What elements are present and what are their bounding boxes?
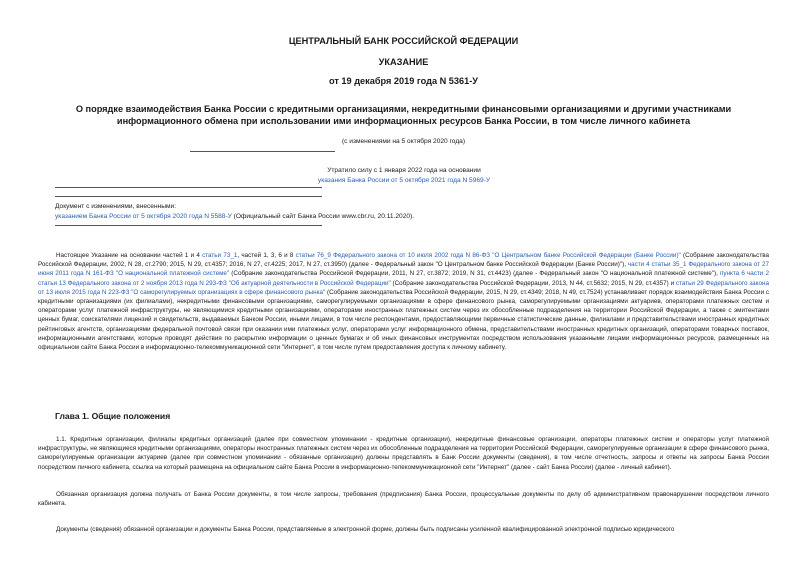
divider xyxy=(55,187,322,188)
preamble-text: (Собрание законодательства Российской Федерации, 2011, N 27, ст.3872; 2019, N 31, ст.4423) (далее - Федеральный закон "О национальной платежной системе"), xyxy=(229,270,720,278)
divider xyxy=(55,196,322,197)
amending-docs-line xyxy=(55,212,475,222)
amending-doc-link[interactable]: указанием Банка России от 5 октября 2020 года N 5588-У xyxy=(55,212,232,220)
divider xyxy=(55,225,322,226)
law-link-161-fz[interactable]: части 4 статьи 35_1 Федерального закона от 27 июня 2011 года N 161-ФЗ "О национальной платежной системе" xyxy=(38,261,769,278)
amending-docs-label: Документ с изменениями, внесенными: xyxy=(55,203,177,210)
preamble-paragraph xyxy=(38,251,769,352)
law-link-86-fz[interactable]: статьи 76_9 Федерального закона от 10 июля 2002 года N 86-ФЗ "О Центральном банке Российской Федерации (Банке России)" xyxy=(295,252,681,259)
preamble-text: Настоящее Указание на основании частей 1 и 4 xyxy=(56,252,203,259)
chapter-heading: Глава 1. Общие положения xyxy=(55,411,171,421)
lost-force-text: Утратило силу с 1 января 2022 года на основании xyxy=(327,167,481,174)
preamble-text: (Собрание законодательства Российской Федерации, 2013, N 44, ст.5632; 2015, N 29, ст.4357) и xyxy=(390,279,676,287)
lost-force-link[interactable]: указания Банка России от 5 октября 2021 года N 5969-У xyxy=(317,176,491,184)
issuer-heading: ЦЕНТРАЛЬНЫЙ БАНК РОССИЙСКОЙ ФЕДЕРАЦИИ xyxy=(288,36,519,46)
law-link-article-73-1[interactable]: статьи 73_1 xyxy=(202,252,238,259)
paragraph: Обязанная организация должна получать от Банка России документы, в том числе запросы, требования (предписания) Банка России, процессуальные документы по делу об административном правонарушении посредством личного кабинета. xyxy=(38,491,769,508)
law-link-293-fz[interactable]: пункта 6 части 2 статьи 13 Федерального закона от 2 ноября 2013 года N 293-ФЗ "Об актуарной деятельности в Российской Федерации" xyxy=(38,270,769,287)
preamble-text: (Собрание законодательства Российской Федерации, 2002, N 28, ст.2790; 2015, N 29, ст.4357; 2016, N 27, ст.4225; 2017, N 27, ст.3950) (далее - Федеральный закон "О Центральном банке Российской Федерации (Банке России)"), xyxy=(38,252,769,269)
lost-force-notice xyxy=(270,166,538,185)
document-title: О порядке взаимодействия Банка России с кредитными организациями, некредитными финансовыми организациями и другими участниками информационного обмена при использовании ими информационных ресурсов Банка России, в том числе личного кабинета xyxy=(75,104,732,126)
amending-doc-source: (Официальный сайт Банка России www.cbr.ru, 20.11.2020). xyxy=(231,212,415,220)
document-date-heading: от 19 декабря 2019 года N 5361-У xyxy=(328,76,479,86)
amending-docs-block xyxy=(55,202,475,221)
divider xyxy=(190,151,335,152)
paragraph-1-1: 1.1. Кредитные организации, филиалы кредитных организаций (далее при совместном упоминании - кредитные организации), некредитные финансовые организации, операторы платежных систем и операторы услуг платежной инфраструктуры, не являющиеся кредитными организациями, операторы иностранных платежных систем через их обособленные подразделения на территории Российской Федерации, саморегулируемые организации в сфере финансового рынка, саморегулируемые организации актуариев (далее при совместном упоминании - обязанные организации) должны представлять в Банк России документы (сведения), в том числе отчетность, запросы и ответы на запросы Банка России посредством личного кабинета, ссылка на который размещена на официальном сайте Банка России в информационно-телекоммуникационной сети "Интернет" (далее - сайт Банка России) (далее - личный кабинет). xyxy=(38,436,769,471)
paragraph: Документы (сведения) обязанной организации и документы Банка России, представляемые в электронной форме, должны быть подписаны усиленной квалифицированной электронной подписью юридического xyxy=(56,526,675,533)
document-type-heading: УКАЗАНИЕ xyxy=(378,57,429,67)
amendments-note: (с изменениями на 5 октября 2020 года) xyxy=(341,138,466,145)
preamble-text: (Собрание законодательства Российской Федерации, 2015, N 29, ст.4349; 2018, N 49, ст.7524) устанавливает порядок взаимодействия Банка России с кредитными организациями (их филиалами), некредитными финансовыми организациями, саморегулируемыми организациями в сфере финансового рынка, саморегулируемыми организациями актуариев, операторами платежных систем и операторами услуг платежной инфраструктуры, не являющимися кредитными организациями, операторами иностранных платежных систем через их обособленные подразделения на территории Российской Федерации, а также с эмитентами ценных бумаг, соискателями лицензий и свидетельств, выдаваемых Банком России, иными лицами, в том числе респондентами, предоставляющими первичные статистические данные, филиалами и представительствами иностранных кредитных рейтинговых агентств, организациями федеральной почтовой связи при оказании ими платежных услуг, операторами услуг информационного обмена, представительствами иностранных кредитных организаций, операторами товарных поставок, информационными агентствами, которые проводят действия по раскрытию информации о ценных бумагах и об иных финансовых инструментах посредством использования указанными лицами информационных ресурсов, размещенных на официальном сайте Банка России в информационно-телекоммуникационной сети "Интернет", в том числе путем предоставления доступа к личному кабинету. xyxy=(38,288,770,352)
preamble-text: , частей 1, 3, 6 и 8 xyxy=(237,252,296,259)
law-link-223-fz[interactable]: статьи 29 Федерального закона от 13 июля 2015 года N 223-ФЗ "О саморегулируемых организациях в сфере финансового рынка" xyxy=(38,279,769,296)
